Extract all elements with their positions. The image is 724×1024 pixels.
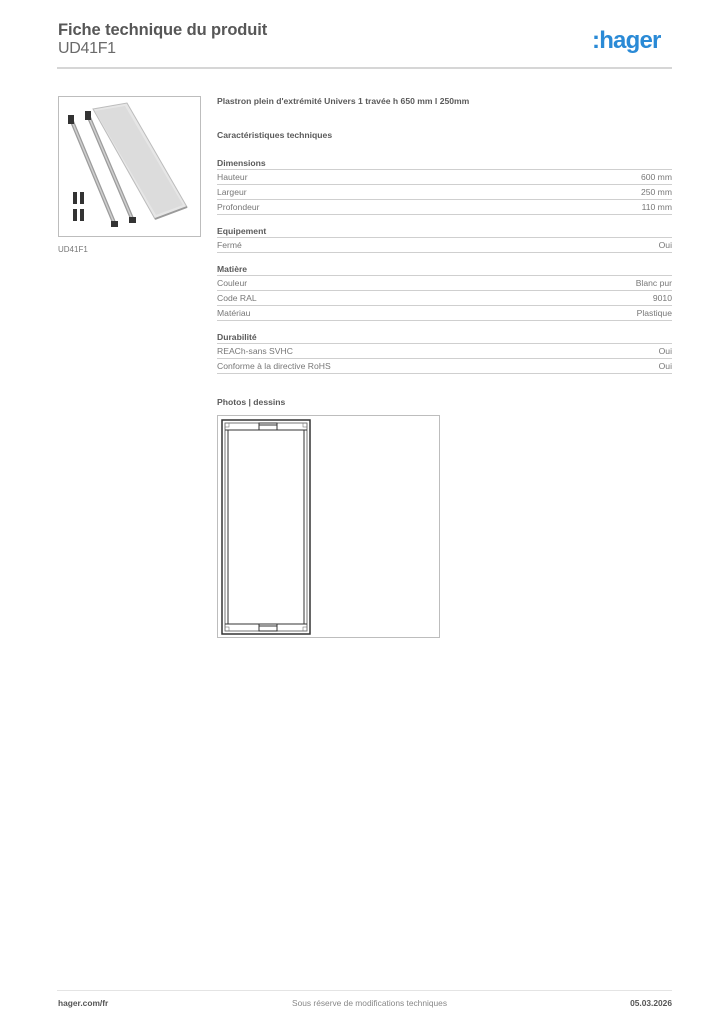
group-title: Matière xyxy=(217,262,672,276)
product-photo-caption: UD41F1 xyxy=(58,245,88,254)
group-durabilite xyxy=(217,330,672,374)
hager-logo: :hager xyxy=(592,27,661,54)
spec-label: Conforme à la directive RoHS xyxy=(217,361,331,371)
group-title: Dimensions xyxy=(217,156,672,170)
characteristics-title: Caractéristiques techniques xyxy=(217,130,333,140)
spec-label: REACh-sans SVHC xyxy=(217,346,293,356)
spec-label: Profondeur xyxy=(217,202,260,212)
spec-value: Blanc pur xyxy=(635,278,672,288)
spec-value: Oui xyxy=(658,361,672,371)
spec-value: 600 mm xyxy=(640,172,672,182)
technical-drawing-icon xyxy=(218,416,439,637)
page-title: Fiche technique du produit xyxy=(58,21,268,39)
spec-label: Hauteur xyxy=(217,172,248,182)
spec-label: Matériau xyxy=(217,308,251,318)
group-equipement xyxy=(217,224,672,253)
footer-website-link[interactable]: hager.com/fr xyxy=(58,998,109,1008)
product-name: Plastron plein d'extrémité Univers 1 travée h 650 mm l 250mm xyxy=(217,96,470,106)
product-details xyxy=(217,96,672,383)
spec-row xyxy=(217,170,672,185)
spec-row xyxy=(217,359,672,374)
footer-divider xyxy=(57,990,672,991)
photos-title: Photos | dessins xyxy=(217,397,286,407)
spec-label: Code RAL xyxy=(217,293,257,303)
spec-row xyxy=(217,238,672,253)
spec-row xyxy=(217,291,672,306)
group-matiere xyxy=(217,262,672,321)
footer-date: 05.03.2026 xyxy=(630,998,672,1008)
spec-value: 250 mm xyxy=(640,187,672,197)
spec-value: Oui xyxy=(658,346,672,356)
group-title: Equipement xyxy=(217,224,672,238)
spec-row xyxy=(217,276,672,291)
footer-disclaimer: Sous réserve de modifications techniques xyxy=(292,998,448,1008)
spec-value: 9010 xyxy=(652,293,672,303)
spec-value: Oui xyxy=(658,240,672,250)
product-photo xyxy=(58,96,201,237)
technical-drawing xyxy=(217,415,440,638)
spec-label: Couleur xyxy=(217,278,248,288)
header-divider xyxy=(57,67,672,69)
product-photo-icon xyxy=(59,97,200,236)
spec-row xyxy=(217,185,672,200)
group-title: Durabilité xyxy=(217,330,672,344)
group-dimensions xyxy=(217,156,672,215)
spec-row xyxy=(217,200,672,215)
spec-label: Largeur xyxy=(217,187,247,197)
spec-label: Fermé xyxy=(217,240,242,250)
product-reference: UD41F1 xyxy=(58,40,116,57)
spec-row xyxy=(217,306,672,321)
spec-row xyxy=(217,344,672,359)
spec-value: 110 mm xyxy=(641,202,672,212)
spec-value: Plastique xyxy=(636,308,672,318)
